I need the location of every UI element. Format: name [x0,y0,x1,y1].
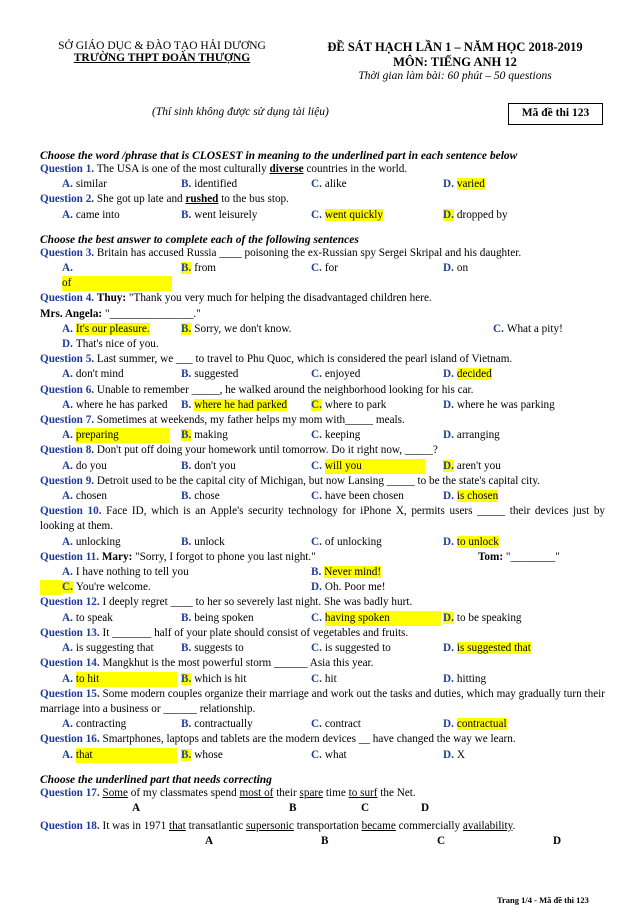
option-c: C. of unlocking [311,535,382,548]
option-d: D. contractual [443,718,507,731]
option-b: B. unlock [181,535,225,548]
underlined-word: rushed [185,193,219,206]
option-c: C. where to park [311,398,387,411]
options-row [40,261,605,291]
highlighted-answer: is chosen [456,490,499,503]
question-label: Question 2. [40,193,95,206]
highlighted-answer: decided [456,368,492,381]
exam-title-block [290,40,620,82]
highlighted-answer: will you [325,459,425,474]
options-row [40,367,605,382]
answer-letters: A B C D [205,835,562,848]
option-a: A. chosen [62,490,107,503]
question-3: Question 3. Britain has accused Russia ____ poisoning the ex-Russian spy Sergei Skripal and his daughter. [40,246,522,259]
question-5: Question 5. Last summer, we ___ to travel to Phu Quoc, which is considered the pearl island of Vietnam. [40,353,513,366]
section-heading: Choose the word /phrase that is CLOSEST in meaning to the underlined part in each sentence below [40,150,518,162]
highlighted-answer: Never mind! [324,566,382,579]
option-d: D. That's nice of you. [62,338,159,351]
highlighted-answer: It's our pleasure. [75,322,150,335]
question-11: Question 11. Mary: "Sorry, I forgot to phone you last night." Tom: "________" [40,550,560,563]
option-b: B. whose [181,748,223,761]
options-row [40,611,605,626]
school-block [37,40,287,64]
option-a: A. don't mind [62,368,124,381]
option-c: C. alike [311,178,347,191]
option-c: C. enjoyed [311,368,361,381]
option-b: B. went leisurely [181,208,258,221]
highlighted-answer: contractual [456,718,507,731]
option-a: A. preparing [40,428,181,443]
question-13: Question 13. It _______ half of your plate should consist of vegetables and fruits. [40,626,409,639]
school-name: TRƯỜNG THPT ĐOÀN THƯỢNG [73,52,251,64]
option-b: B. identified [181,178,238,191]
highlighted-answer: where he had parked [194,398,288,411]
options-row [40,322,605,337]
question-6: Question 6. Unable to remember _____, he walked around the neighborhood looking for his car. [40,383,474,396]
option-a: A. unlocking [62,535,121,548]
exam-note: (Thí sinh không được sử dụng tài liệu) [152,106,329,118]
option-d: D. arranging [443,429,500,442]
option-a: A.of [40,261,181,291]
question-16: Question 16. Smartphones, laptops and tablets are the modern devices __ have changed the way we learn. [40,733,516,746]
question-text: countries in the world. [303,163,408,175]
question-1 [40,162,605,177]
option-a: A. that [40,748,181,763]
options-row [40,459,605,474]
option-d: D. varied [443,178,485,191]
option-c: C. hit [311,672,337,685]
question-10: Question 10. Face ID, which is an Apple's security technology for iPhone X, permits users _____ their devices just by looking at them. [40,505,606,533]
options-row [40,489,605,504]
options-row [40,177,605,192]
options-row [40,672,605,687]
page-footer: Trang 1/4 - Mã đề thi 123 [497,895,589,905]
highlighted-answer: to unlock [456,535,499,548]
options-row [40,641,605,656]
highlighted-answer: went quickly [324,208,383,221]
question-9: Question 9. Detroit used to be the capital city of Michigan, but now Lansing _____ to be the state's capital city. [40,474,540,487]
question-2: Question 2. She got up late and rushed to the bus stop. [40,193,289,206]
option-c: C. What a pity! [493,322,563,335]
options-row [40,565,605,580]
department-name: SỞ GIÁO DỤC & ĐÀO TẠO HẢI DƯƠNG [58,40,266,52]
option-a: A. to speak [62,611,113,624]
option-c: C. for [311,262,338,275]
option-b: B. from [181,262,217,275]
options-row [40,535,605,550]
question-17: Question 17. Some of my classmates spend most of their spare time to surf the Net. [40,786,416,799]
exam-code: Mã đề thi 123 [508,103,603,125]
time-limit: Thời gian làm bài: 60 phút – 50 questions [358,70,552,82]
option-a: A. came into [62,208,120,221]
highlighted-answer: to hit [76,672,177,687]
options-row [40,398,605,413]
option-c: C. having spoken [311,611,443,626]
exam-title: ĐỀ SÁT HẠCH LẦN 1 – NĂM HỌC 2018-2019 [327,40,583,54]
section-heading: Choose the best answer to complete each of the following sentences [40,233,359,246]
highlighted-answer: varied [456,178,485,191]
option-a: A. It's our pleasure. [62,322,150,335]
option-c: C. keeping [311,429,361,442]
option-b: B. don't you [181,459,236,472]
option-c: C. You're welcome. [40,580,311,595]
option-a: A. to hit [40,672,181,687]
option-d: D. dropped by [443,208,508,221]
option-b: B. Sorry, we don't know. [181,322,292,335]
option-d: D. aren't you [443,459,501,472]
option-c: C. have been chosen [311,490,404,503]
option-b: B. where he had parked [181,398,288,411]
section-heading: Choose the underlined part that needs correcting [40,773,272,786]
question-12: Question 12. I deeply regret ____ to her so severely last night. She was badly hurt. [40,596,413,609]
question-4-reply: Mrs. Angela: "_______________." [40,307,201,320]
exam-content [40,148,605,849]
answer-letters: A B C D [132,801,430,814]
option-d: D. hitting [443,672,487,685]
option-b: B. suggests to [181,642,244,655]
question-18: Question 18. It was in 1971 that transatlantic supersonic transportation became commercially availability. [40,819,516,832]
option-c: C. contract [311,718,361,731]
option-b: B. Never mind! [311,566,382,579]
option-b: B. making [181,429,228,442]
option-b: B. chose [181,490,220,503]
option-c: C. is suggested to [311,642,391,655]
options-row [40,337,605,352]
option-d: D. to be speaking [443,611,522,624]
option-a: A. I have nothing to tell you [62,566,189,579]
options-row [40,717,605,732]
option-d: D. to unlock [443,535,499,548]
option-a: A. where he has parked [62,398,168,411]
question-label: Question 1. [40,163,95,175]
highlighted-answer: is suggested that [456,642,531,655]
option-a: A. do you [62,459,107,472]
subject: MÔN: TIẾNG ANH 12 [393,55,517,69]
option-d: D. X [443,748,465,761]
question-text: The USA is one of the most culturally [96,163,270,175]
options-row [40,748,605,763]
option-b: B. contractually [181,718,253,731]
option-a: A. contracting [62,718,127,731]
option-c: C. will you [311,459,443,474]
option-d: D. Oh. Poor me! [311,581,386,594]
question-15: Question 15. Some modern couples organize their marriage and work out the tasks and duties, which may gradually turn their marriage into a business or ______ relationship. [40,687,605,715]
option-b: B. being spoken [181,611,254,624]
option-d: D. is suggested that [443,642,531,655]
highlighted-answer: of [62,276,172,291]
options-row [40,580,605,595]
highlighted-answer: preparing [76,428,170,443]
question-8: Question 8. Don't put off doing your homework until tomorrow. Do it right now, _____? [40,444,438,457]
options-row [40,428,605,443]
highlighted-answer: that [76,748,177,763]
option-d: D. decided [443,368,492,381]
option-c: C. what [311,748,347,761]
option-c: C. went quickly [311,208,383,221]
underlined-word: diverse [269,163,304,175]
option-a: A. similar [62,178,107,191]
option-d: D. where he was parking [443,398,555,411]
question-14: Question 14. Mangkhut is the most powerful storm ______ Asia this year. [40,657,374,670]
option-a: A. is suggesting that [62,642,154,655]
option-b: B. suggested [181,368,239,381]
options-row [40,208,605,223]
question-4: Question 4. Thuy: "Thank you very much for helping the disadvantaged children here. [40,292,432,305]
option-b: B. which is hit [181,672,247,685]
option-d: D. is chosen [443,490,499,503]
highlighted-answer: having spoken [325,611,441,626]
option-d: D. on [443,262,469,275]
question-7: Question 7. Sometimes at weekends, my father helps my mom with_____ meals. [40,414,405,427]
